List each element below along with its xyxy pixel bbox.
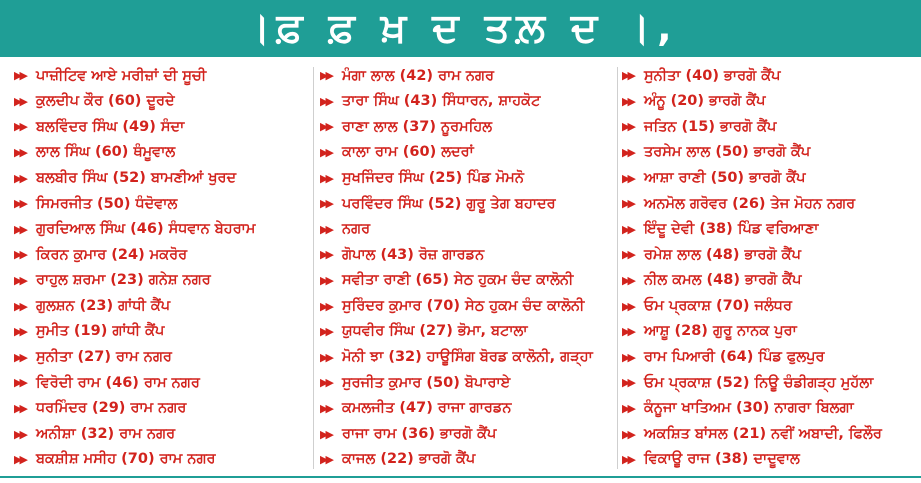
patient-entry: ਧਰਮਿੰਦਰ (29) ਰਾਮ ਨਗਰ	[36, 400, 187, 417]
patient-entry: ਆਸ਼ੂ (28) ਗੁਰੂ ਨਾਨਕ ਪੁਰਾ	[644, 323, 797, 340]
double-chevron-right-icon: ▶▶	[622, 120, 633, 134]
double-chevron-right-icon: ▶▶	[320, 248, 331, 262]
list-item	[14, 242, 310, 268]
patient-entry: ਜਤਿਨ (15) ਭਾਰਗੋ ਕੈਂਪ	[644, 118, 777, 135]
list-item	[622, 165, 918, 191]
list-item	[622, 242, 918, 268]
list-item	[622, 370, 918, 396]
list-item	[14, 165, 310, 191]
patient-entry: ਮੰਗਾ ਲਾਲ (42) ਰਾਮ ਨਗਰ	[342, 67, 494, 84]
list-item	[622, 191, 918, 217]
double-chevron-right-icon: ▶▶	[14, 427, 25, 441]
double-chevron-right-icon: ▶▶	[14, 248, 25, 262]
patient-entry: ਅੰਨੂ (20) ਭਾਰਗੋ ਕੈਂਪ	[644, 93, 766, 110]
double-chevron-right-icon: ▶▶	[320, 427, 331, 441]
list-item	[320, 319, 620, 345]
double-chevron-right-icon: ▶▶	[622, 427, 633, 441]
patient-entry: ਗੋਪਾਲ (43) ਰੋਜ਼ ਗਾਰਡਨ	[342, 246, 485, 263]
double-chevron-right-icon: ▶▶	[14, 453, 25, 467]
patient-entry: ਸੁਖਜਿੰਦਰ ਸਿੰਘ (25) ਪਿੰਡ ਮੋਮਨੋ	[342, 169, 524, 186]
list-item	[320, 447, 620, 473]
list-item	[320, 242, 620, 268]
double-chevron-right-icon: ▶▶	[14, 376, 25, 390]
list-column-2	[320, 63, 620, 473]
patient-entry: ਬਲਬੀਰ ਸਿੰਘ (52) ਬਾਮਣੀਆਂ ਖੁਰਦ	[36, 169, 237, 186]
list-item	[320, 268, 620, 294]
patient-entry: ਸਿਮਰਜੀਤ (50) ਧੰਦੋਵਾਲ	[36, 195, 178, 212]
list-item	[622, 140, 918, 166]
double-chevron-right-icon: ▶▶	[320, 146, 331, 160]
double-chevron-right-icon: ▶▶	[622, 325, 633, 339]
patient-entry: ਤਰਸੇਮ ਲਾਲ (50) ਭਾਰਗੋ ਕੈਂਪ	[644, 144, 811, 161]
list-item	[14, 345, 310, 371]
list-item	[14, 421, 310, 447]
patient-entry: ਗੁਲਸ਼ਨ (23) ਗਾਂਧੀ ਕੈਂਪ	[36, 297, 171, 314]
double-chevron-right-icon: ▶▶	[622, 146, 633, 160]
double-chevron-right-icon: ▶▶	[14, 350, 25, 364]
patient-entry: ਸਵੀਤਾ ਰਾਣੀ (65) ਸੇਠ ਹੁਕਮ ਚੰਦ ਕਾਲੋਨੀ	[342, 272, 574, 289]
double-chevron-right-icon: ▶▶	[622, 376, 633, 390]
patient-entry: ਸੁਨੀਤਾ (27) ਰਾਮ ਨਗਰ	[36, 349, 172, 366]
list-item	[320, 140, 620, 166]
patient-entry: ਬਕਸ਼ੀਸ਼ ਮਸੀਹ (70) ਰਾਮ ਨਗਰ	[36, 451, 216, 468]
list-item	[320, 293, 620, 319]
list-item	[622, 217, 918, 243]
bottom-rule	[0, 476, 921, 478]
list-item	[14, 191, 310, 217]
double-chevron-right-icon: ▶▶	[320, 325, 331, 339]
list-item	[14, 268, 310, 294]
list-column-3	[622, 63, 918, 473]
patient-entry: ਪਾਜ਼ੀਟਿਵ ਆਏ ਮਰੀਜ਼ਾਂ ਦੀ ਸੂਚੀ	[36, 67, 207, 84]
patient-entry: ਗੁਰਦਿਆਲ ਸਿੰਘ (46) ਸੰਧਵਾਨ ਬੇਹਰਾਮ	[36, 221, 256, 238]
double-chevron-right-icon: ▶▶	[622, 274, 633, 288]
double-chevron-right-icon: ▶▶	[320, 94, 331, 108]
list-item	[320, 165, 620, 191]
patient-entry: ਮੋਨੀ ਝਾ (32) ਹਾਊਸਿੰਗ ਬੋਰਡ ਕਾਲੋਨੀ, ਗੜ੍ਹਾ	[342, 349, 593, 366]
list-item	[14, 89, 310, 115]
list-item	[320, 396, 620, 422]
double-chevron-right-icon: ▶▶	[622, 248, 633, 262]
double-chevron-right-icon: ▶▶	[320, 299, 331, 313]
patient-entry: ਸੁਰਿੰਦਰ ਕੁਮਾਰ (70) ਸੇਠ ਹੁਕਮ ਚੰਦ ਕਾਲੋਨੀ	[342, 297, 585, 314]
double-chevron-right-icon: ▶▶	[320, 453, 331, 467]
double-chevron-right-icon: ▶▶	[622, 299, 633, 313]
patient-entry: ਰਾਣਾ ਲਾਲ (37) ਨੂਰਮਹਿਲ	[342, 118, 493, 135]
double-chevron-right-icon: ▶▶	[14, 197, 25, 211]
double-chevron-right-icon: ▶▶	[14, 146, 25, 160]
patient-entry: ਬਲਵਿੰਦਰ ਸਿੰਘ (49) ਸੰਦਾ	[36, 118, 185, 135]
double-chevron-right-icon: ▶▶	[320, 350, 331, 364]
double-chevron-right-icon: ▶▶	[14, 274, 25, 288]
list-item	[622, 345, 918, 371]
list-column-1	[14, 63, 310, 473]
patient-entry: ਕਮਲਜੀਤ (47) ਰਾਜਾ ਗਾਰਡਨ	[342, 400, 512, 417]
patient-entry: ਤਾਰਾ ਸਿੰਘ (43) ਸਿੰਧਾਰਨ, ਸ਼ਾਹਕੋਟ	[342, 93, 541, 110]
double-chevron-right-icon: ▶▶	[14, 299, 25, 313]
patient-entry: ਰਮੇਸ਼ ਲਾਲ (48) ਭਾਰਗੋ ਕੈਂਪ	[644, 246, 801, 263]
double-chevron-right-icon: ▶▶	[320, 197, 331, 211]
patient-entry: ਰਾਮ ਪਿਆਰੀ (64) ਪਿੰਡ ਫੁਲਪੁਰ	[644, 349, 825, 366]
double-chevron-right-icon: ▶▶	[622, 197, 633, 211]
patient-entry: ਕਾਲਾ ਰਾਮ (60) ਲਦਰਾਂ	[342, 144, 474, 161]
list-item	[14, 63, 310, 89]
column-divider	[313, 67, 314, 469]
list-item	[320, 63, 620, 89]
list-item	[622, 114, 918, 140]
patient-entry: ਯੁਧਵੀਰ ਸਿੰਘ (27) ਭੋਮਾ, ਬਟਾਲਾ	[342, 323, 528, 340]
double-chevron-right-icon: ▶▶	[320, 402, 331, 416]
patient-entry: ਕਿਰਨ ਕੁਮਾਰ (24) ਮਕਰੋਰ	[36, 246, 188, 263]
list-item	[622, 421, 918, 447]
patient-entry: ਆਸ਼ਾ ਰਾਣੀ (50) ਭਾਰਗੋ ਕੈਂਪ	[644, 169, 806, 186]
double-chevron-right-icon: ▶▶	[622, 222, 633, 236]
patient-entry: ਕੰਨੂਜਾ ਖਾਤਿਅਮ (30) ਨਾਗਰਾ ਬਿਲਗਾ	[644, 400, 854, 417]
patient-entry: ਵਿਰੋਦੀ ਰਾਮ (46) ਰਾਮ ਨਗਰ	[36, 374, 200, 391]
list-item	[14, 140, 310, 166]
double-chevron-right-icon: ▶▶	[622, 171, 633, 185]
list-item	[622, 447, 918, 473]
list-item	[14, 217, 310, 243]
patient-entry: ਅਨੀਸ਼ਾ (32) ਰਾਮ ਨਗਰ	[36, 425, 176, 442]
double-chevron-right-icon: ▶▶	[622, 453, 633, 467]
patient-entry: ਕਾਜਲ (22) ਭਾਰਗੋ ਕੈਂਪ	[342, 451, 476, 468]
patient-entry: ਸੁਨੀਤਾ (40) ਭਾਰਗੋ ਕੈਂਪ	[644, 67, 781, 84]
patient-entry: ਰਾਹੁਲ ਸ਼ਰਮਾ (23) ਗਨੇਸ਼ ਨਗਰ	[36, 272, 211, 289]
double-chevron-right-icon: ▶▶	[320, 69, 331, 83]
patient-entry: ਵਿਕਾਊ ਰਾਜ (38) ਦਾਦੂਵਾਲ	[644, 451, 800, 468]
patient-entry: ਅਕਸ਼ਿਤ ਬਾਂਸਲ (21) ਨਵੀਂ ਅਬਾਦੀ, ਫਿਲੌਰ	[644, 425, 882, 442]
patient-entry: ਓਮ ਪ੍ਰਕਾਸ਼ (70) ਜਲੰਧਰ	[644, 297, 792, 314]
list-item	[622, 293, 918, 319]
list-item	[622, 268, 918, 294]
patient-entry: ਸੁਮੀਤ (19) ਗਾਂਧੀ ਕੈਂਪ	[36, 323, 165, 340]
double-chevron-right-icon: ▶▶	[320, 120, 331, 134]
double-chevron-right-icon: ▶▶	[14, 325, 25, 339]
list-item	[14, 370, 310, 396]
header-banner	[0, 0, 921, 57]
double-chevron-right-icon: ▶▶	[622, 350, 633, 364]
patient-entry: ਅਨਮੋਲ ਗਰੋਵਰ (26) ਤੇਜ ਮੋਹਨ ਨਗਰ	[644, 195, 856, 212]
patient-entry: ਇੰਦੂ ਦੇਵੀ (38) ਪਿੰਡ ਵਰਿਆਣਾ	[644, 221, 819, 238]
list-item	[622, 89, 918, 115]
list-item	[320, 89, 620, 115]
list-item	[14, 396, 310, 422]
double-chevron-right-icon: ▶▶	[320, 376, 331, 390]
double-chevron-right-icon: ▶▶	[14, 69, 25, 83]
list-item	[320, 345, 620, 371]
list-item	[14, 319, 310, 345]
double-chevron-right-icon: ▶▶	[320, 222, 331, 236]
double-chevron-right-icon: ▶▶	[622, 94, 633, 108]
double-chevron-right-icon: ▶▶	[14, 120, 25, 134]
list-item	[320, 191, 620, 217]
list-item	[622, 396, 918, 422]
patient-entry: ਲਾਲ ਸਿੰਘ (60) ਥੰਮੂਵਾਲ	[36, 144, 176, 161]
patient-entry: ਪਰਵਿੰਦਰ ਸਿੰਘ (52) ਗੁਰੂ ਤੇਗ ਬਹਾਦਰ	[342, 195, 556, 212]
double-chevron-right-icon: ▶▶	[14, 171, 25, 185]
double-chevron-right-icon: ▶▶	[320, 274, 331, 288]
double-chevron-right-icon: ▶▶	[14, 94, 25, 108]
double-chevron-right-icon: ▶▶	[622, 402, 633, 416]
patient-entry: ਨਗਰ	[342, 221, 371, 238]
list-item	[320, 114, 620, 140]
double-chevron-right-icon: ▶▶	[14, 222, 25, 236]
list-item	[622, 63, 918, 89]
list-item	[320, 421, 620, 447]
double-chevron-right-icon: ▶▶	[320, 171, 331, 185]
double-chevron-right-icon: ▶▶	[14, 402, 25, 416]
list-item	[14, 447, 310, 473]
patient-entry: ਰਾਜਾ ਰਾਮ (36) ਭਾਰਗੋ ਕੈਂਪ	[342, 425, 497, 442]
list-item	[622, 319, 918, 345]
patient-list	[0, 63, 921, 473]
patient-entry: ਸੁਰਜੀਤ ਕੁਮਾਰ (50) ਬੋਪਾਰਾਏ	[342, 374, 511, 391]
double-chevron-right-icon: ▶▶	[622, 69, 633, 83]
list-item	[14, 114, 310, 140]
patient-entry: ਨੀਲ ਕਮਲ (48) ਭਾਰਗੋ ਕੈਂਪ	[644, 272, 802, 289]
patient-entry: ਓਮ ਪ੍ਰਕਾਸ਼ (52) ਨਿਊ ਚੰਡੀਗੜ੍ਹ ਮੁਹੱਲਾ	[644, 374, 874, 391]
patient-entry: ਕੁਲਦੀਪ ਕੌਰ (60) ਦੂਰਦੇ	[36, 93, 175, 110]
list-item	[320, 217, 620, 243]
list-item	[320, 370, 620, 396]
list-item	[14, 293, 310, 319]
header-title: ।ਫ਼ ਫ਼ ਖ਼ ਦ ਤਲ਼ ਦ ।‚	[243, 5, 678, 51]
